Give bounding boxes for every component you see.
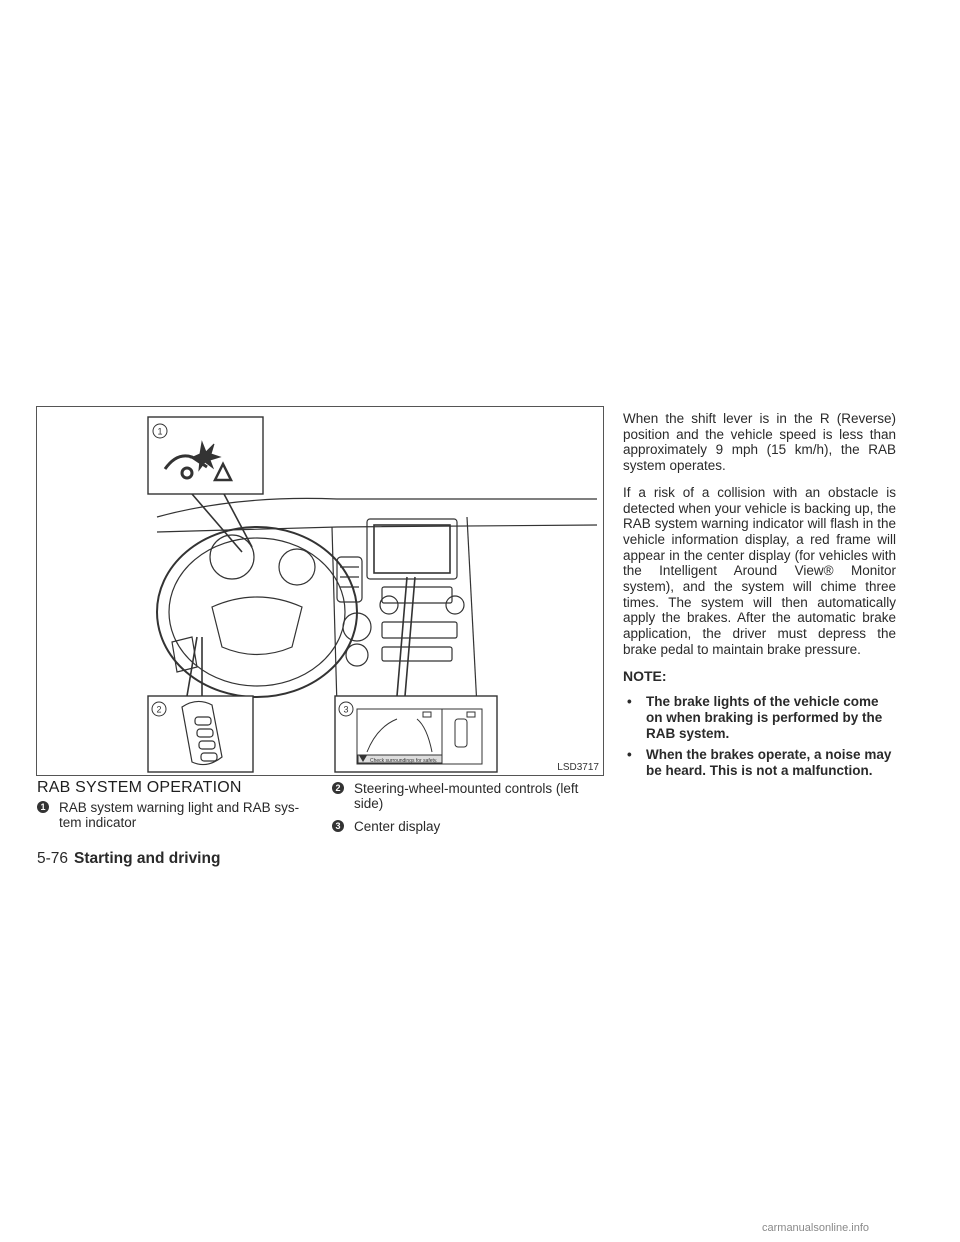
callout-2-box (148, 696, 253, 772)
legend-text-1-line1: RAB system warning light and RAB sys- (59, 800, 300, 815)
legend-text-1-line2: tem indicator (59, 815, 137, 830)
note-bullet-2-text: When the brakes operate, a noise may be heard. This is not a malfunction. (646, 747, 892, 779)
legend-text-3: Center display (354, 819, 441, 834)
page-footer (37, 850, 220, 868)
legend-text-2-line1: Steering-wheel-mounted controls (left (354, 781, 579, 796)
legend-text-2-line2: side) (354, 796, 384, 811)
paragraph-2: If a risk of a collision with an obstacle is detected when your vehicle is backing up, the RAB system warning indicator will flash in the vehicle information display, a red frame will appear in the center display (for vehicles with the Intelligent Around View® Monitor system), and the system will chime three times. The system will then automatically apply the brakes. After the automatic brake application, the driver must depress the brake pedal to maintain brake pressure. (623, 484, 896, 657)
callout-3-box (335, 696, 497, 772)
screen-caption: Check surroundings for safety. (370, 758, 438, 764)
paragraph-1: When the shift lever is in the R (Reverse) position and the vehicle speed is less than approximately 9 mph (15 km/h), the RAB system operates. (623, 411, 896, 474)
watermark: carmanualsonline.info (762, 1222, 870, 1234)
callout-1-box (148, 417, 263, 494)
callout-2-number: 2 (156, 704, 162, 715)
legend-text-1 (59, 800, 299, 830)
bullet-dot-icon: • (627, 694, 632, 710)
legend-number-2: 2 (332, 782, 344, 794)
dashboard-illustration (36, 406, 604, 776)
bullet-dot-icon: • (627, 747, 632, 763)
page-number: 5-76 (37, 850, 69, 867)
callout-3-number: 3 (343, 704, 349, 715)
note-bullet-1 (623, 694, 896, 741)
legend-item-1 (37, 800, 307, 834)
dashboard-drawing (37, 407, 603, 775)
legend-text-2 (354, 781, 578, 811)
footer-section-title: Starting and driving (74, 850, 221, 867)
note-bullet-2 (623, 747, 896, 778)
callout-1-number: 1 (157, 426, 163, 437)
legend-number-3: 3 (332, 820, 344, 832)
figure-code: LSD3717 (557, 762, 599, 773)
legend-number-1: 1 (37, 801, 49, 813)
body-column (623, 411, 896, 785)
legend-item-3 (332, 819, 602, 837)
note-heading: NOTE: (623, 667, 667, 684)
legend-item-2 (332, 781, 607, 815)
note-bullet-1-text: The brake lights of the vehicle come on when braking is performed by the RAB system. (646, 694, 883, 741)
section-heading: RAB SYSTEM OPERATION (37, 779, 242, 796)
